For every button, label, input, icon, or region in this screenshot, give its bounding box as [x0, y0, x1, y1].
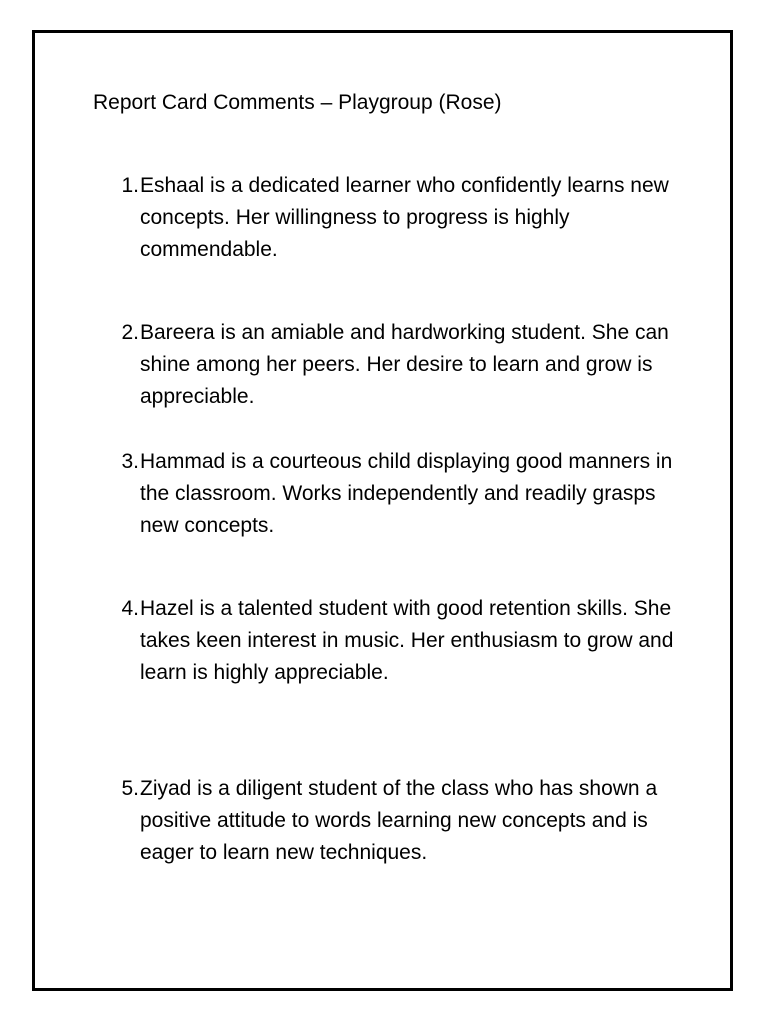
- comment-item: [110, 170, 690, 266]
- comment-number: 2.: [121, 321, 139, 344]
- comment-text: Eshaal is a dedicated learner who confidently learns new concepts. Her willingness to progress is highly commendable.: [140, 174, 669, 261]
- comment-number: 1.: [121, 174, 139, 197]
- comment-text: Bareera is an amiable and hardworking student. She can shine among her peers. Her desire to learn and grow is appreciable.: [140, 321, 669, 408]
- document-title: Report Card Comments – Playgroup (Rose): [93, 91, 502, 114]
- comment-text: Ziyad is a diligent student of the class who has shown a positive attitude to words learning new concepts and is eager to learn new techniques.: [140, 777, 658, 864]
- comment-number: 5.: [121, 777, 139, 800]
- comment-item: [110, 773, 690, 869]
- comment-text: Hammad is a courteous child displaying good manners in the classroom. Works independently and readily grasps new concepts.: [140, 450, 673, 537]
- comment-item: [110, 317, 690, 413]
- comment-item: [110, 446, 690, 542]
- comment-item: [110, 593, 690, 689]
- comment-number: 3.: [121, 450, 139, 473]
- comment-number: 4.: [121, 597, 139, 620]
- comment-text: Hazel is a talented student with good retention skills. She takes keen interest in music. Her enthusiasm to grow and learn is highly appreciable.: [140, 597, 674, 684]
